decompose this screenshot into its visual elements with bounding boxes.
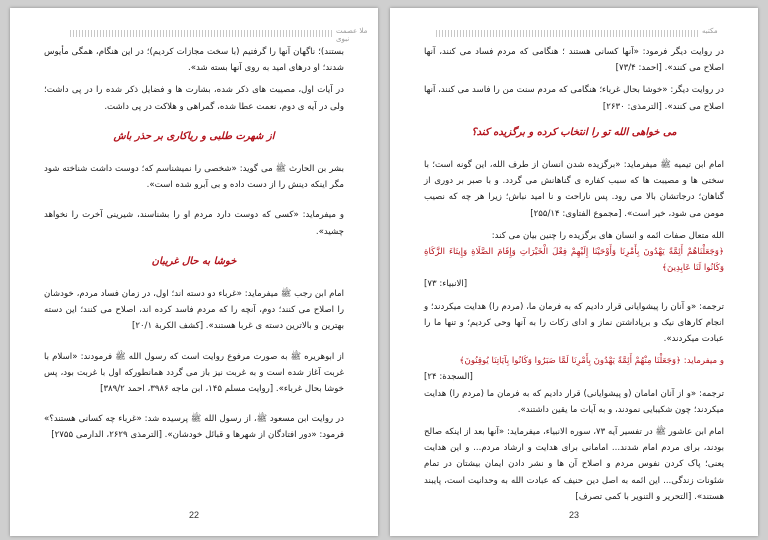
paragraph: ترجمه: «و آنان را پیشوایانی قرار دادیم که به فرمان ما، (مردم را) هدایت میکردند؛ و انجام کارهای نیک و برپاداشتن نماز و ادای زکات را به آنها وحی کردیم؛ و تنها ما را عبادت میکردند».: [424, 301, 724, 345]
paragraph: در آیات اول، مصیبت های ذکر شده، بشارت ها و فضایل ذکر شده را در پی داشت؛ ولی در آیه ی دوم، نعمت عطا شده، گمراهی و هلاکت در پی داشت.: [44, 85, 344, 112]
header-rule: [436, 30, 698, 37]
paragraph: در روایت دیگر فرمود: «آنها کسانی هستند ؛ هنگامی که مردم فساد می کنند، آنها اصلاح می کنند». [احمد: ۷۳/۴]: [424, 47, 724, 74]
paragraph: الله متعال صفات ائمه و انسان های برگزیده را چنین بیان می کند:: [491, 230, 724, 241]
right-page: [390, 8, 758, 536]
running-header: مکتبه: [702, 27, 718, 35]
running-header: ملا عصمت نبوی: [336, 27, 368, 43]
paragraph: امام ابن عاشور ﷺ در تفسیر آیه ۷۳، سوره الانبیاء، میفرماید: «آنها بعد از اینکه صالح بودند، برای مردم امام شدند... امامانی برای هدایت و ارشاد مردم... و این هدایت یعنی؛ پاک کردن نفوس مردم و اصلاح آن ها و نشر دادن ایمان بیشتان در تمام شئونات زندگی... این ائمه به اصل دین حنیف که عبادت الله به وحدانیت است، پایبند هستند». [التحریر و التنویر با کمی تصرف]: [424, 427, 724, 502]
paragraph: بستند)؛ ناگهان آنها را گرفتیم (با سخت مجازات کردیم)؛ در این هنگام، همگی مأیوس شدند؛ او درهای امید به روی آنها بسته شد».: [44, 47, 344, 74]
paragraph: امام ابن رجب ﷺ میفرماید: «غرباء دو دسته اند؛ اول، در زمان فساد مردم، خودشان را اصلاح می کنند؛ دوم، آنچه را که مردم فاسد کرده اند، اصلاح می کنند؛ این دسته بهترین و بالاترین دسته ی غربا هستند». [کشف الکربة ۲۰/۱]: [44, 289, 344, 332]
paragraph: امام ابن تیمیه ﷺ میفرماید: «برگزیده شدن انسان از طرف الله، این گونه است؛ با سختی ها و مصیبت ها که سبب کفاره ی گناهانش می گردد. و با صبر بر دوری از گناهان؛ درجاتشان بالا می رود. پس ناراحت و نا امید نباش؛ زیرا هر چه که نصیب مومن می شود، خیر است». [مجموع الفتاوی: ۲۵۵/۱۴]: [424, 160, 724, 219]
paragraph: از ابوهریره ﷺ به صورت مرفوع روایت است که رسول الله ﷺ فرمودند: «اسلام با غربت آغاز شده است و به غربت نیز باز می گردد همانطورکه اول با غربت بود، پس خوشا بحال غرباء». [روایت مسلم ۱۴۵، ابن ماجه ۳۹۸۶، احمد ۳۸۹/۲]: [44, 351, 344, 395]
section-heading: می خواهی الله تو را انتخاب کرده و برگزیده کند؟: [471, 126, 677, 138]
left-page: [10, 8, 378, 536]
section-heading: از شهرت طلبی و ریاکاری بر حذر باش: [113, 130, 275, 142]
paragraph: ترجمه: «و از آنان امامان (و پیشوایانی) قرار دادیم که به فرمان ما (مردم را) هدایت میکردند؛ چون شکیبایی نمودند، و به آیات ما یقین داشتند».: [424, 388, 724, 415]
page-content: [44, 44, 344, 450]
paragraph: بشر بن الحارث ﷺ می گوید: «شخصی را نمیشناسم که؛ دوست داشت شناخته شود مگر اینکه دینش را از دست داده و بی آبرو شده است».: [44, 164, 344, 191]
page-content: [424, 44, 724, 511]
quran-verse: ﴿وَجَعَلْنَاهُمْ أَئِمَّةً يَهْدُونَ بِأَمْرِنَا وَأَوْحَيْنَا إِلَيْهِمْ فِعْلَ الْخَيْرَاتِ وَإِقَامَ الصَّلَاةِ وَإِيتَاءَ الزَّكَاةِ وَكَانُوا لَنَا عَابِدِينَ﴾: [424, 247, 724, 274]
paragraph: و میفرماید: «کسی که دوست دارد مردم او را بشناسند، شیرینی آخرت را نخواهد چشید».: [44, 210, 344, 237]
header-rule: [70, 30, 332, 37]
paragraph: در روایت دیگر: «خوشا بحال غرباء؛ هنگامی که مردم سنت من را فاسد می کنند، آنها اصلاح می کنند». [الترمذی: ۲۶۳۰]: [424, 85, 724, 112]
page-number: 23: [568, 510, 579, 520]
verse-reference: [السجدة: ۲۴]: [424, 372, 473, 383]
page-number: 22: [188, 510, 199, 520]
quran-verse: و میفرماید: ﴿وَجَعَلْنَا مِنْهُمْ أَئِمَّةً يَهْدُونَ بِأَمْرِنَا لَمَّا صَبَرُوا وَكَانُوا بِآيَاتِنَا يُوقِنُونَ﴾: [459, 356, 724, 367]
section-heading: خوشا به حال غریبان: [151, 255, 237, 267]
verse-reference: [الانبیاء: ۷۳]: [424, 279, 468, 290]
paragraph: در روایت ابن مسعود ﷺ، از رسول الله ﷺ پرسیده شد: «غرباء چه کسانی هستند؟» فرمود: «دور افتادگان از شهرها و قبائل خودشان». [الترمذی ۲۶۲۹، الدارمی ۲۷۵۵]: [44, 414, 344, 441]
